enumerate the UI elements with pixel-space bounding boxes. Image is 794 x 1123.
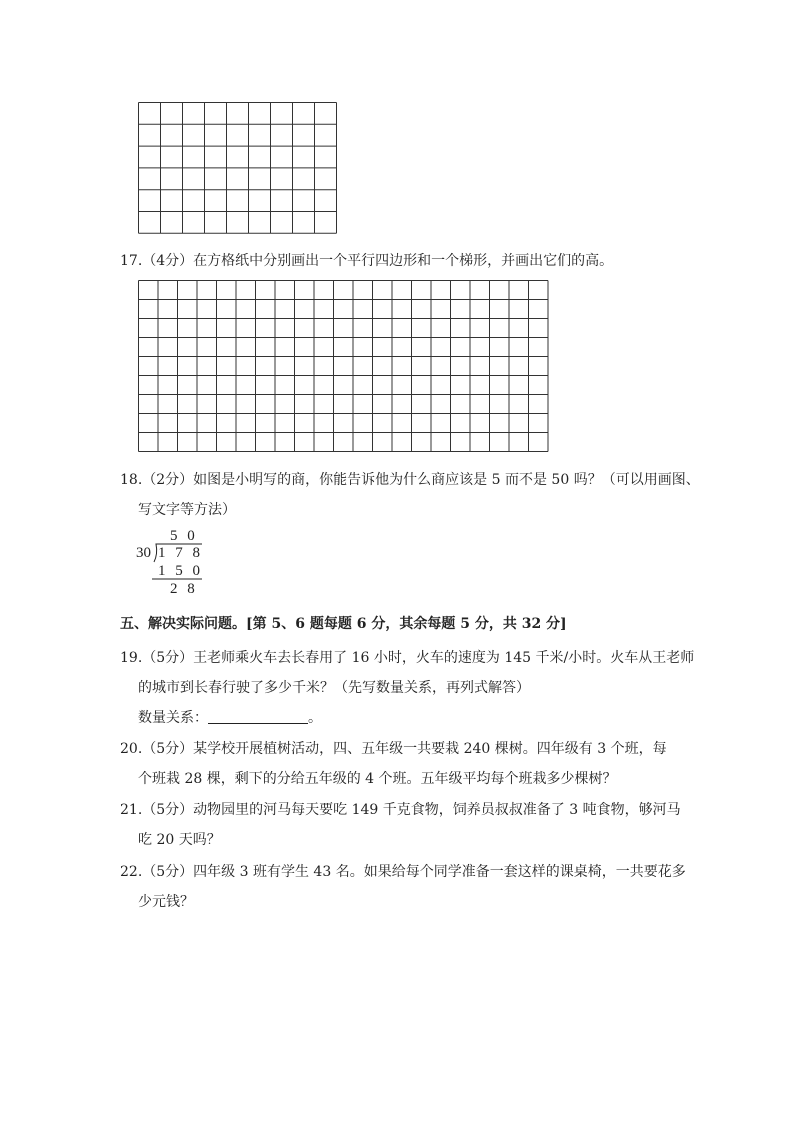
question-22-line1: 22.（5分）四年级 3 班有学生 43 名。如果给每个同学准备一套这样的课桌椅，一共要花多: [120, 864, 686, 880]
question-17: 17.（4分）在方格纸中分别画出一个平行四边形和一个梯形，并画出它们的高。: [120, 253, 614, 269]
division-bracket: [136, 528, 216, 600]
grid-paper-small: [138, 102, 337, 234]
grid-paper-large: [138, 280, 549, 452]
division-dividend: 1 7 8: [158, 545, 203, 561]
question-21-line1: 21.（5分）动物园里的河马每天要吃 149 千克食物，饲养员叔叔准备了 3 吨食物，够河马: [120, 802, 681, 818]
question-18-line2: 写文字等方法）: [138, 502, 236, 518]
question-21-line2: 吃 20 天吗？: [138, 832, 221, 848]
division-divisor: 30: [136, 545, 151, 561]
question-20-line2: 个班栽 28 棵，剩下的分给五年级的 4 个班。五年级平均每个班栽多少棵树？: [138, 771, 617, 787]
section-5-title: 五、解决实际问题。[第 5、6 题每题 6 分，其余每题 5 分，共 32 分]: [120, 616, 567, 632]
question-19-line1: 19.（5分）王老师乘火车去长春用了 16 小时，火车的速度为 145 千米/小时。火车从王老师: [120, 650, 695, 666]
question-19-relation: [138, 707, 322, 727]
relation-end: 。: [308, 710, 322, 726]
question-18-line1: 18.（2分）如图是小明写的商，你能告诉他为什么商应该是 5 而不是 50 吗？（可以用画图、: [120, 472, 700, 488]
division-remainder: 2 8: [170, 581, 198, 597]
question-22-line2: 少元钱？: [138, 894, 194, 910]
question-19-line2: 的城市到长春行驶了多少千米？（先写数量关系，再列式解答）: [138, 680, 530, 696]
relation-answer-blank[interactable]: [208, 709, 308, 724]
division-product: 1 5 0: [158, 563, 203, 579]
long-division: [136, 528, 216, 600]
division-quotient: 5 0: [170, 528, 198, 544]
question-20-line1: 20.（5分）某学校开展植树活动，四、五年级一共要栽 240 棵树。四年级有 3 个班，每: [120, 741, 667, 757]
relation-label: 数量关系：: [138, 710, 208, 726]
